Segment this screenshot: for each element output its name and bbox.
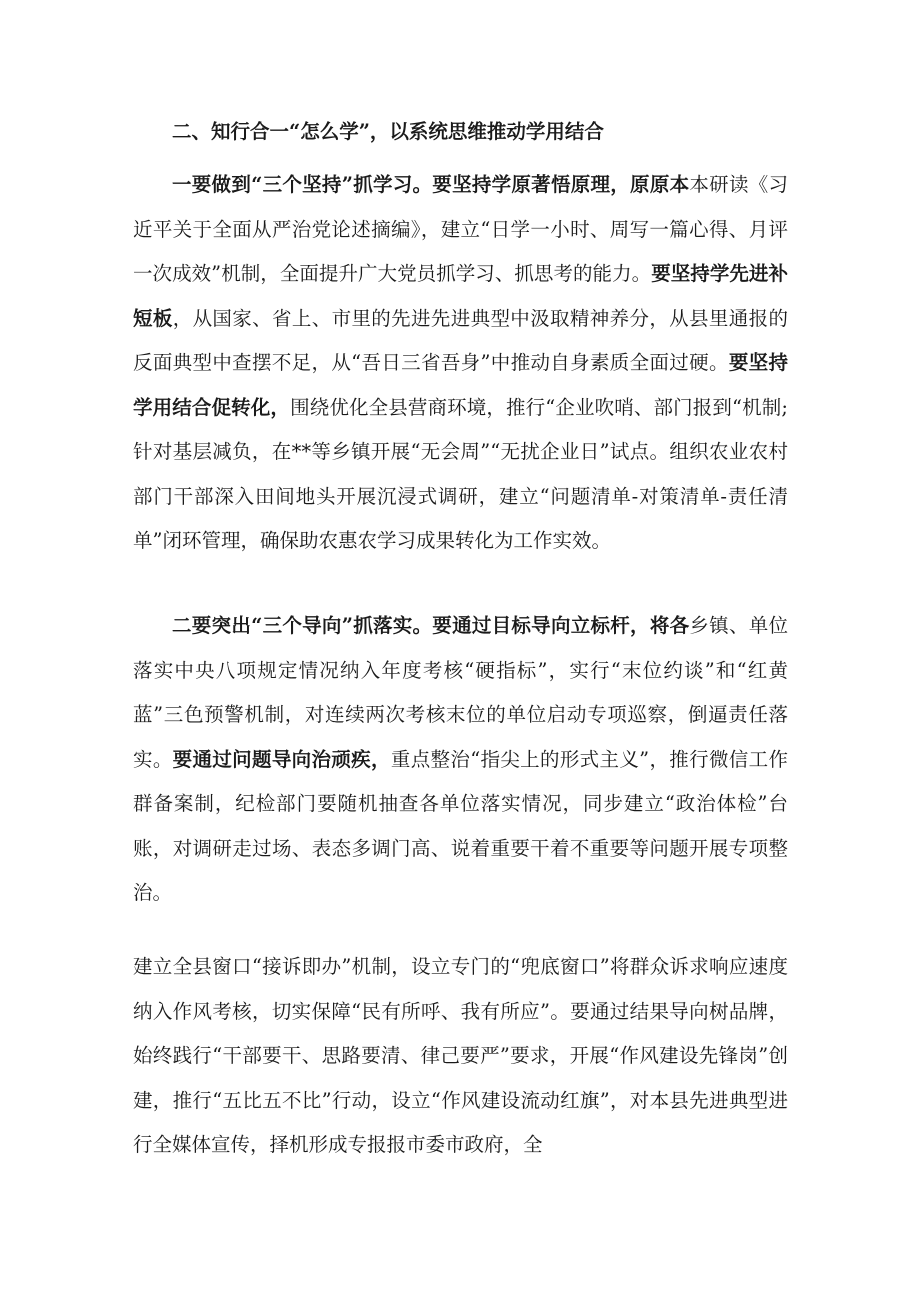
- paragraph-implement: [133, 604, 788, 916]
- paragraph-study: [133, 163, 788, 564]
- paragraph-implement-text-1: 乡镇、单位落实中央八项规定情况纳入年度考核“硬指标”，实行“末位约谈”和“红黄蓝”三色预警机制，对连续两次考核末位的单位启动专项巡察，倒逼责任落实。: [133, 614, 788, 771]
- paragraph-implement-lead: 二要突出“三个导向”抓落实。要通过目标导向立标杆，将各: [172, 614, 690, 637]
- section-heading: 二、知行合一“怎么学”，以系统思维推动学用结合: [172, 120, 604, 143]
- paragraph-window-text: 建立全县窗口“接诉即办”机制，设立专门的“兜底窗口”将群众诉求响应速度纳入作风考核，切实保障“民有所呼、我有所应”。要通过结果导向树品牌，始终践行“干部要干、思路要清、律己要严”要求，开展“作风建设先锋岗”创建，推行“五比五不比”行动，设立“作风建设流动红旗”，对本县先进典型进行全媒体宣传，择机形成专报报市委市政府，全: [133, 955, 788, 1156]
- paragraph-implement-text-2: 重点整治“指尖上的形式主义”，推行微信工作群备案制，纪检部门要随机抽查各单位落实情况，同步建立“政治体检”台账，对调研走过场、表态多调门高、说着重要干着不重要等问题开展专项整治。: [133, 747, 788, 904]
- paragraph-implement-bold-2: 要通过问题导向治顽疾，: [172, 747, 391, 771]
- paragraph-study-bold-3: 要坚持学用结合促转化，: [133, 351, 788, 419]
- paragraph-window: [133, 945, 788, 1168]
- paragraph-study-lead: 一要做到“三个坚持”抓学习。要坚持学原著悟原理，原原本: [172, 173, 690, 196]
- paragraph-study-bold-2: 要坚持学先进补短板: [133, 262, 788, 330]
- paragraph-study-text-1: 本研读《习近平关于全面从严治党论述摘编》，建立“日学一小时、周写一篇心得、月评一次成效”机制，全面提升广大党员抓学习、抓思考的能力。: [133, 173, 788, 285]
- paragraph-study-text-2: ，从国家、省上、市里的先进先进典型中汲取精神养分，从县里通报的反面典型中查摆不足，从“吾日三省吾身”中推动自身素质全面过硬。: [133, 306, 788, 374]
- paragraph-study-text-3: 围绕优化全县营商环境，推行“企业吹哨、部门报到“机制;针对基层减负，在**等乡镇开展“无会周”“无扰企业日”试点。组织农业农村部门干部深入田间地头开展沉浸式调研，建立“问题清单-对策清单-责任清单”闭环管理，确保助农惠农学习成果转化为工作实效。: [133, 395, 788, 552]
